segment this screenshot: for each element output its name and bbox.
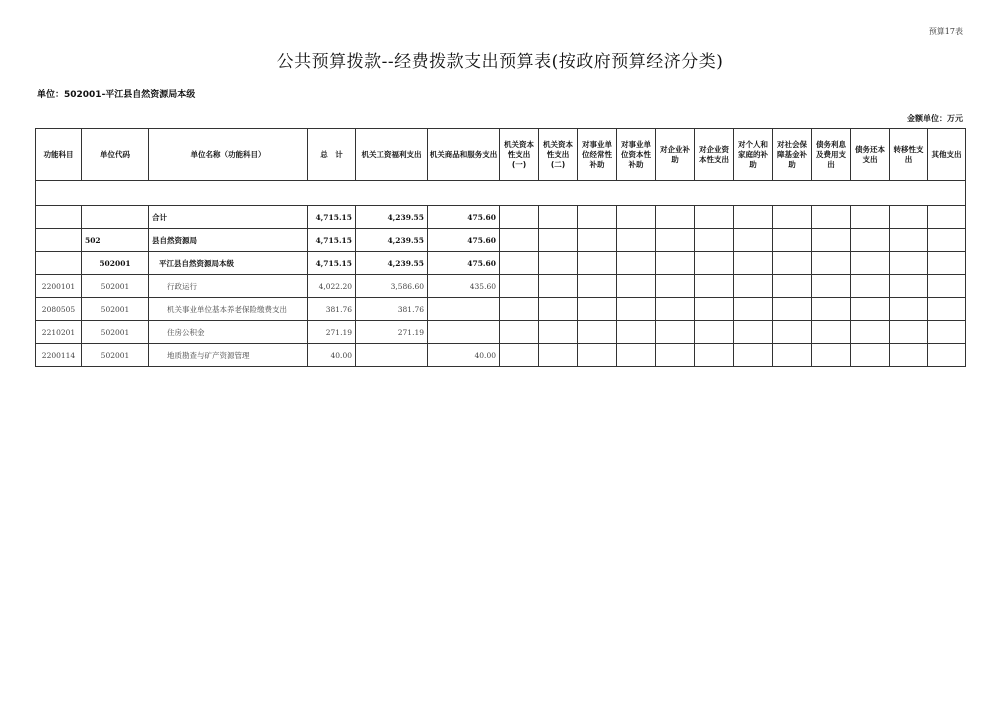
unit-code-cell: 502001: [82, 252, 149, 275]
total-cell: 271.19: [308, 321, 356, 344]
col-header: 机关商品和服务支出: [428, 129, 500, 181]
goods-cell: 40.00: [428, 344, 500, 367]
col-header: 对企业补助: [656, 129, 695, 181]
total-cell: 40.00: [308, 344, 356, 367]
header-row: [36, 129, 966, 181]
table-row: [36, 229, 966, 252]
unit-code-cell: [82, 206, 149, 229]
blank-cell: [36, 181, 966, 206]
total-cell: 381.76: [308, 298, 356, 321]
table-row: [36, 206, 966, 229]
unit-code-cell: 502001: [82, 344, 149, 367]
col-header: 债务还本支出: [851, 129, 890, 181]
col-header: 其他支出: [928, 129, 966, 181]
money-unit-label: 金额单位：万元: [907, 114, 963, 123]
wage-cell: [356, 344, 428, 367]
goods-cell: 475.60: [428, 229, 500, 252]
goods-cell: [428, 321, 500, 344]
col-header: 对企业资本性支出: [695, 129, 734, 181]
wage-cell: 4,239.55: [356, 252, 428, 275]
table-row: [36, 252, 966, 275]
unit-name-cell: 合计: [149, 206, 308, 229]
col-header: 对事业单位经常性补助: [578, 129, 617, 181]
unit-name-cell: 机关事业单位基本养老保险缴费支出: [149, 298, 308, 321]
func-code-cell: 2210201: [36, 321, 82, 344]
col-header: 转移性支出: [890, 129, 928, 181]
goods-cell: 475.60: [428, 206, 500, 229]
col-header: 机关资本性支出(一): [500, 129, 539, 181]
wage-cell: 3,586.60: [356, 275, 428, 298]
col-header: 对社会保障基金补助: [773, 129, 812, 181]
unit-code-cell: 502: [82, 229, 149, 252]
goods-cell: 475.60: [428, 252, 500, 275]
func-code-cell: 2080505: [36, 298, 82, 321]
func-code-cell: [36, 252, 82, 275]
table-row: [36, 275, 966, 298]
col-header: 功能科目: [36, 129, 82, 181]
wage-cell: 271.19: [356, 321, 428, 344]
goods-cell: 435.60: [428, 275, 500, 298]
unit-label: 单位：502001-平江县自然资源局本级: [37, 90, 196, 100]
goods-cell: [428, 298, 500, 321]
table-row: [36, 344, 966, 367]
unit-code-cell: 502001: [82, 298, 149, 321]
total-cell: 4,715.15: [308, 229, 356, 252]
table-row: [36, 321, 966, 344]
unit-name-cell: 住房公积金: [149, 321, 308, 344]
unit-code-cell: 502001: [82, 321, 149, 344]
unit-name-cell: 行政运行: [149, 275, 308, 298]
total-cell: 4,715.15: [308, 252, 356, 275]
col-header: 单位代码: [82, 129, 149, 181]
unit-code-cell: 502001: [82, 275, 149, 298]
total-cell: 4,022.20: [308, 275, 356, 298]
wage-cell: 4,239.55: [356, 229, 428, 252]
wage-cell: 4,239.55: [356, 206, 428, 229]
table-row: [36, 298, 966, 321]
func-code-cell: 2200101: [36, 275, 82, 298]
unit-name-cell: 县自然资源局: [149, 229, 308, 252]
unit-name-cell: 平江县自然资源局本级: [149, 252, 308, 275]
table-row: [36, 181, 966, 206]
col-header: 债务利息及费用支出: [812, 129, 851, 181]
unit-name-cell: 地质勘查与矿产资源管理: [149, 344, 308, 367]
page-title: 公共预算拨款--经费拨款支出预算表(按政府预算经济分类): [276, 52, 724, 72]
col-header: 对个人和家庭的补助: [734, 129, 773, 181]
func-code-cell: 2200114: [36, 344, 82, 367]
col-header: 机关资本性支出(二): [539, 129, 578, 181]
func-code-cell: [36, 229, 82, 252]
col-header: 对事业单位资本性补助: [617, 129, 656, 181]
col-header: 总 计: [308, 129, 356, 181]
col-header: 机关工资福利支出: [356, 129, 428, 181]
wage-cell: 381.76: [356, 298, 428, 321]
table-number-label: 预算17表: [928, 27, 963, 36]
func-code-cell: [36, 206, 82, 229]
total-cell: 4,715.15: [308, 206, 356, 229]
budget-table: [35, 128, 966, 367]
col-header: 单位名称（功能科目）: [149, 129, 308, 181]
